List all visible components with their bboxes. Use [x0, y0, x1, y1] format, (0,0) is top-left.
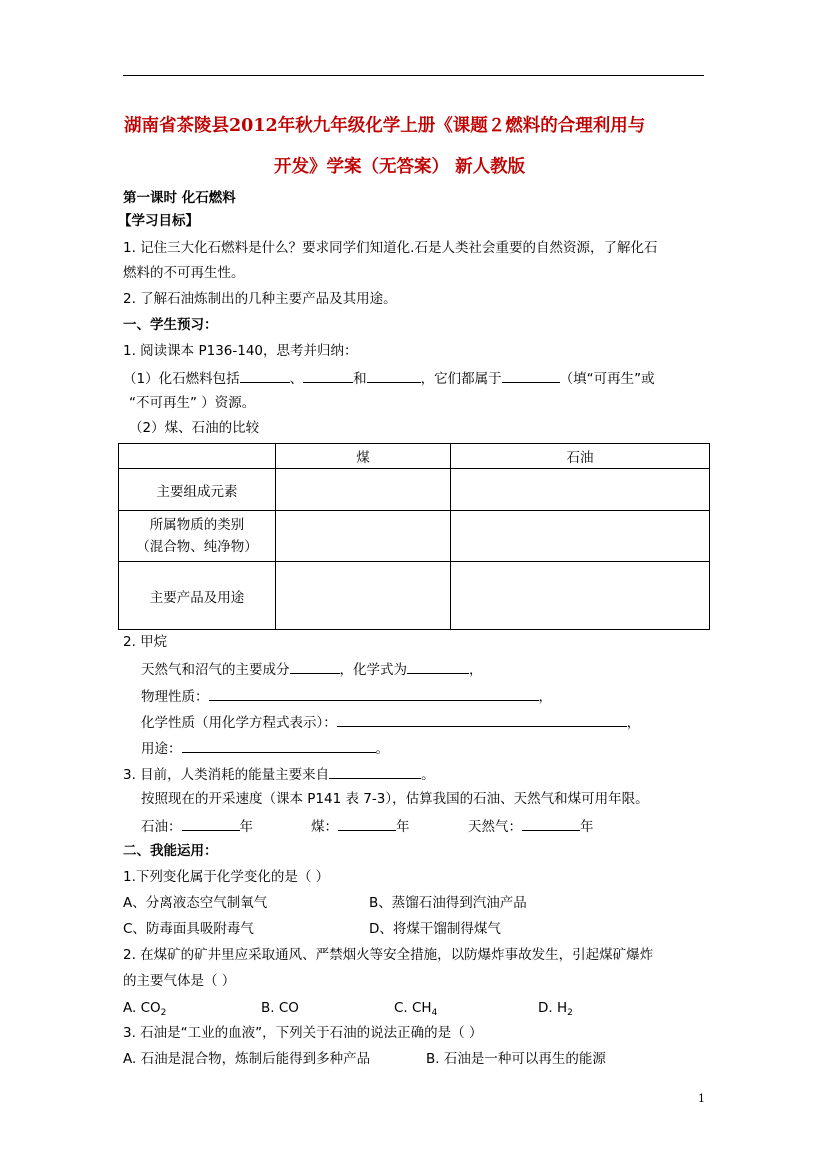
years-oil	[141, 817, 253, 836]
text: C. CH	[394, 1000, 432, 1016]
text: 用途：	[141, 741, 182, 757]
text: ，它们都属于	[420, 371, 502, 387]
text: （填“可再生”或	[559, 371, 655, 387]
methane-physical	[141, 687, 552, 706]
preview-q1-1	[123, 369, 655, 388]
preview-q3	[123, 765, 435, 784]
text: 天然气：	[468, 819, 522, 835]
text: 年	[580, 819, 594, 835]
goal-1a: 1. 记住三大化石燃料是什么？要求同学们知道化.石是人类社会重要的自然资源，了解化石	[123, 240, 658, 256]
years-coal	[311, 817, 410, 836]
apply-q1: 1.下列变化属于化学变化的是（ ）	[123, 869, 330, 885]
blank-coal-years[interactable]	[338, 817, 396, 831]
apply-q2b: 的主要气体是（ ）	[123, 973, 236, 989]
preview-q1-2: （2）煤、石油的比较	[129, 420, 260, 436]
blank-renewable[interactable]	[502, 369, 560, 383]
goal-2: 2. 了解石油炼制出的几种主要产品及其用途。	[123, 291, 397, 307]
apply-q2-option-a	[123, 1000, 166, 1022]
text: （1）化石燃料包括	[123, 371, 240, 387]
row-label-line: 所属物质的类别	[149, 517, 245, 533]
apply-q2a: 2. 在煤矿的矿井里应采取通风、严禁烟火等安全措施，以防爆炸事故发生，引起煤矿爆炸	[123, 947, 654, 963]
methane-uses	[141, 739, 389, 758]
blank-uses[interactable]	[182, 739, 376, 753]
header-rule	[123, 75, 704, 76]
blank-fossil-3[interactable]	[367, 369, 421, 383]
subscript: 4	[431, 1008, 438, 1018]
blank-oil-years[interactable]	[182, 817, 240, 831]
preview-q1-1-cont: “不可再生” ）资源。	[129, 395, 256, 411]
text: 年	[239, 819, 253, 835]
text: 石油：	[141, 819, 182, 835]
table-cell[interactable]	[451, 562, 710, 630]
table-row-label	[119, 511, 276, 562]
apply-q2-option-d	[538, 1000, 573, 1022]
text: ，化学式为	[339, 662, 407, 678]
text: 天然气和沼气的主要成分	[141, 662, 290, 678]
preview-q1: 1. 阅读课本 P136-140，思考并归纳：	[123, 343, 358, 359]
blank-energy-source[interactable]	[329, 765, 421, 779]
table-cell[interactable]	[276, 562, 451, 630]
row-label-line: （混合物、纯净物）	[136, 539, 258, 555]
page-number: 1	[698, 1092, 705, 1105]
methane-composition	[141, 660, 483, 679]
apply-q2-option-b: B. CO	[261, 1000, 299, 1016]
coal-oil-table	[118, 443, 710, 630]
apply-q2-option-c	[394, 1000, 437, 1022]
subscript: 2	[160, 1008, 167, 1018]
text: 。	[375, 741, 389, 757]
apply-q3-option-a: A. 石油是混合物，炼制后能得到多种产品	[123, 1051, 371, 1067]
apply-q1-option-b: B、蒸馏石油得到汽油产品	[369, 895, 527, 911]
apply-q1-option-a: A、分离液态空气制氧气	[123, 895, 268, 911]
goal-1b: 燃料的不可再生性。	[123, 265, 245, 281]
apply-q1-option-d: D、将煤干馏制得煤气	[369, 921, 501, 937]
text: ，	[626, 715, 641, 731]
text: 和	[353, 371, 367, 387]
apply-q1-option-c: C、防毒面具吸附毒气	[123, 921, 254, 937]
methane-chemical	[141, 713, 640, 732]
table-cell[interactable]	[451, 469, 710, 511]
apply-heading: 二、我能运用：	[123, 843, 218, 859]
years-gas	[468, 817, 594, 836]
text: 3. 目前，人类消耗的能量主要来自	[123, 767, 330, 783]
preview-q2: 2. 甲烷	[123, 634, 168, 650]
table-cell[interactable]	[276, 511, 451, 562]
blank-formula[interactable]	[407, 660, 469, 674]
text: D. H	[538, 1000, 568, 1016]
blank-main-component[interactable]	[290, 660, 340, 674]
table-header-coal: 煤	[276, 444, 451, 469]
apply-q3-option-b: B. 石油是一种可以再生的能源	[426, 1051, 606, 1067]
blank-fossil-2[interactable]	[303, 369, 353, 383]
text: 。	[421, 767, 435, 783]
table-cell[interactable]	[276, 469, 451, 511]
table-row-label: 主要产品及用途	[119, 562, 276, 630]
table-row-label: 主要组成元素	[119, 469, 276, 511]
table-cell[interactable]	[451, 511, 710, 562]
text: A. CO	[123, 1000, 161, 1016]
text: ，	[538, 689, 552, 705]
text: ，	[469, 662, 483, 678]
lesson-heading: 第一课时 化石燃料	[123, 190, 236, 206]
text: 、	[289, 371, 304, 387]
text: 年	[396, 819, 410, 835]
blank-gas-years[interactable]	[522, 817, 580, 831]
doc-title-line1: 湖南省茶陵县2012年秋九年级化学上册《课题２燃料的合理利用与	[124, 116, 646, 136]
text: 化学性质（用化学方程式表示）：	[141, 715, 337, 731]
blank-physical-properties[interactable]	[209, 687, 539, 701]
apply-q3: 3. 石油是“工业的血液”，下列关于石油的说法正确的是（ ）	[123, 1025, 483, 1041]
goals-heading: 【学习目标】	[118, 213, 199, 229]
blank-chemical-equation[interactable]	[337, 713, 627, 727]
doc-title-line2: 开发》学案（无答案） 新人教版	[274, 157, 526, 177]
table-header-oil: 石油	[451, 444, 710, 469]
subscript: 2	[567, 1008, 573, 1018]
preview-q3-estimate: 按照现在的开采速度（课本 P141 表 7-3），估算我国的石油、天然气和煤可用年限。	[141, 791, 649, 807]
text: 煤：	[311, 819, 338, 835]
blank-fossil-1[interactable]	[240, 369, 290, 383]
text: 物理性质：	[141, 689, 209, 705]
table-corner	[119, 444, 276, 469]
preview-heading: 一、学生预习：	[123, 317, 218, 333]
